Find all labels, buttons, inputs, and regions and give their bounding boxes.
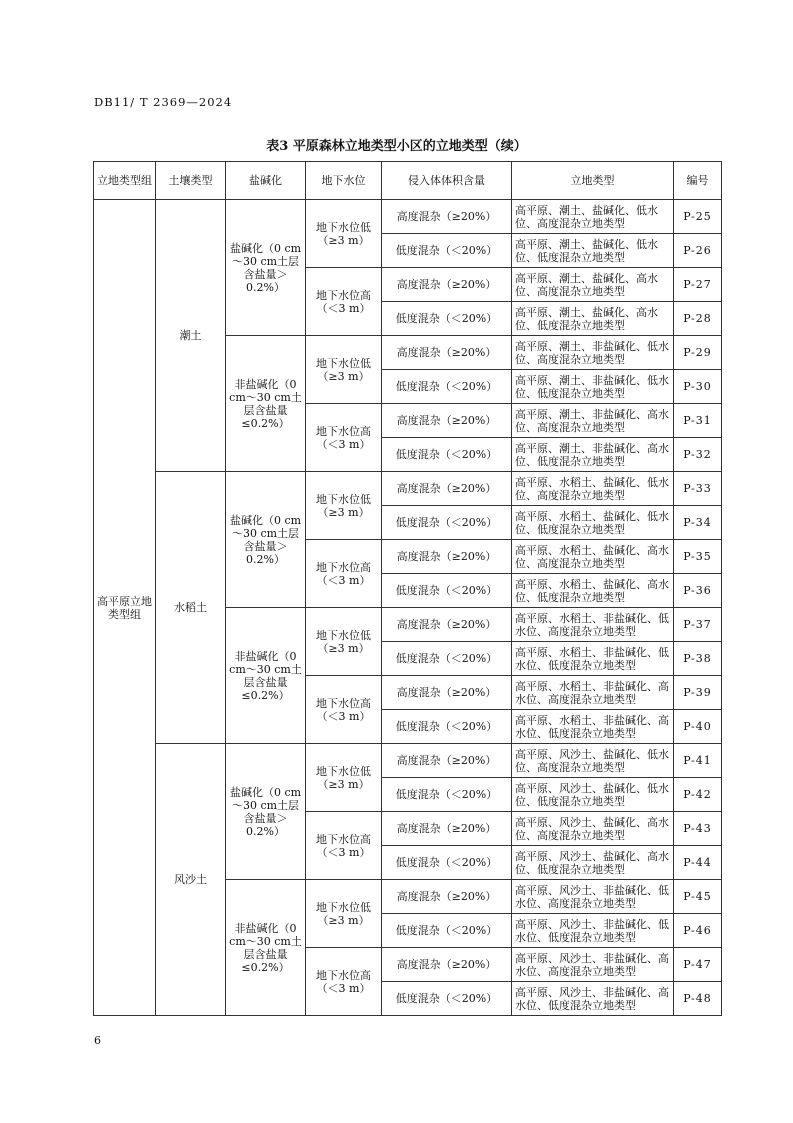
col-header-intrusion: 侵入体体积含量: [382, 162, 512, 200]
code-cell: P-37: [674, 608, 722, 642]
water-level-cell: 地下水位低（≥3 m）: [306, 744, 382, 812]
salinity-cell: 盐碱化（0 cm～30 cm土层含盐量＞0.2%）: [226, 200, 306, 336]
col-header-code: 编号: [674, 162, 722, 200]
salinity-cell: 盐碱化（0 cm～30 cm土层含盐量＞0.2%）: [226, 472, 306, 608]
salinity-cell: 非盐碱化（0 cm～30 cm土层含盐量≤0.2%）: [226, 336, 306, 472]
table-row: [94, 472, 722, 506]
col-header-soil: 土壤类型: [156, 162, 226, 200]
code-cell: P-46: [674, 914, 722, 948]
site-type-cell: 高平原、水稻土、盐碱化、高水位、低度混杂立地类型: [512, 574, 674, 608]
soil-type-cell: 风沙土: [156, 744, 226, 1016]
intrusion-cell: 高度混杂（≥20%）: [382, 404, 512, 438]
water-level-cell: 地下水位高（＜3 m）: [306, 812, 382, 880]
intrusion-cell: 高度混杂（≥20%）: [382, 540, 512, 574]
water-level-cell: 地下水位低（≥3 m）: [306, 472, 382, 540]
site-type-cell: 高平原、潮土、非盐碱化、低水位、低度混杂立地类型: [512, 370, 674, 404]
site-type-cell: 高平原、水稻土、盐碱化、低水位、高度混杂立地类型: [512, 472, 674, 506]
site-type-cell: 高平原、潮土、非盐碱化、高水位、低度混杂立地类型: [512, 438, 674, 472]
code-cell: P-30: [674, 370, 722, 404]
intrusion-cell: 高度混杂（≥20%）: [382, 200, 512, 234]
intrusion-cell: 高度混杂（≥20%）: [382, 948, 512, 982]
intrusion-cell: 低度混杂（＜20%）: [382, 438, 512, 472]
intrusion-cell: 高度混杂（≥20%）: [382, 880, 512, 914]
table-row: [94, 200, 722, 234]
code-cell: P-48: [674, 982, 722, 1016]
intrusion-cell: 低度混杂（＜20%）: [382, 642, 512, 676]
code-cell: P-40: [674, 710, 722, 744]
site-type-cell: 高平原、风沙土、非盐碱化、低水位、高度混杂立地类型: [512, 880, 674, 914]
water-level-cell: 地下水位高（＜3 m）: [306, 540, 382, 608]
site-type-cell: 高平原、水稻土、非盐碱化、高水位、低度混杂立地类型: [512, 710, 674, 744]
code-cell: P-28: [674, 302, 722, 336]
water-level-cell: 地下水位低（≥3 m）: [306, 200, 382, 268]
site-type-cell: 高平原、潮土、盐碱化、高水位、低度混杂立地类型: [512, 302, 674, 336]
code-cell: P-34: [674, 506, 722, 540]
intrusion-cell: 高度混杂（≥20%）: [382, 744, 512, 778]
col-header-salinity: 盐碱化: [226, 162, 306, 200]
intrusion-cell: 低度混杂（＜20%）: [382, 914, 512, 948]
code-cell: P-27: [674, 268, 722, 302]
intrusion-cell: 低度混杂（＜20%）: [382, 846, 512, 880]
code-cell: P-29: [674, 336, 722, 370]
water-level-cell: 地下水位低（≥3 m）: [306, 608, 382, 676]
intrusion-cell: 低度混杂（＜20%）: [382, 370, 512, 404]
soil-type-cell: 潮土: [156, 200, 226, 472]
intrusion-cell: 高度混杂（≥20%）: [382, 268, 512, 302]
page-number: 6: [94, 1034, 101, 1047]
table-title: 表3 平原森林立地类型小区的立地类型（续）: [266, 139, 527, 154]
site-type-cell: 高平原、潮土、非盐碱化、高水位、高度混杂立地类型: [512, 404, 674, 438]
site-type-cell: 高平原、风沙土、非盐碱化、高水位、低度混杂立地类型: [512, 982, 674, 1016]
code-cell: P-33: [674, 472, 722, 506]
site-type-cell: 高平原、水稻土、盐碱化、高水位、高度混杂立地类型: [512, 540, 674, 574]
site-type-cell: 高平原、水稻土、非盐碱化、低水位、高度混杂立地类型: [512, 608, 674, 642]
code-cell: P-31: [674, 404, 722, 438]
group-cell: 高平原立地类型组: [94, 200, 156, 1016]
code-cell: P-32: [674, 438, 722, 472]
site-type-cell: 高平原、风沙土、非盐碱化、高水位、高度混杂立地类型: [512, 948, 674, 982]
site-type-cell: 高平原、水稻土、盐碱化、低水位、低度混杂立地类型: [512, 506, 674, 540]
code-cell: P-47: [674, 948, 722, 982]
col-header-group: 立地类型组: [94, 162, 156, 200]
code-cell: P-42: [674, 778, 722, 812]
water-level-cell: 地下水位低（≥3 m）: [306, 880, 382, 948]
intrusion-cell: 高度混杂（≥20%）: [382, 676, 512, 710]
intrusion-cell: 低度混杂（＜20%）: [382, 574, 512, 608]
intrusion-cell: 高度混杂（≥20%）: [382, 336, 512, 370]
water-level-cell: 地下水位低（≥3 m）: [306, 336, 382, 404]
code-cell: P-41: [674, 744, 722, 778]
document-code: DB11/ T 2369—2024: [94, 95, 233, 109]
site-type-cell: 高平原、水稻土、非盐碱化、低水位、低度混杂立地类型: [512, 642, 674, 676]
water-level-cell: 地下水位高（＜3 m）: [306, 948, 382, 1016]
water-level-cell: 地下水位高（＜3 m）: [306, 404, 382, 472]
water-level-cell: 地下水位高（＜3 m）: [306, 268, 382, 336]
intrusion-cell: 高度混杂（≥20%）: [382, 812, 512, 846]
site-type-cell: 高平原、风沙土、盐碱化、低水位、高度混杂立地类型: [512, 744, 674, 778]
intrusion-cell: 低度混杂（＜20%）: [382, 234, 512, 268]
intrusion-cell: 低度混杂（＜20%）: [382, 302, 512, 336]
code-cell: P-43: [674, 812, 722, 846]
site-type-cell: 高平原、风沙土、盐碱化、低水位、低度混杂立地类型: [512, 778, 674, 812]
intrusion-cell: 低度混杂（＜20%）: [382, 506, 512, 540]
table-row: [94, 744, 722, 778]
intrusion-cell: 低度混杂（＜20%）: [382, 710, 512, 744]
col-header-water: 地下水位: [306, 162, 382, 200]
table-header-row: [94, 162, 722, 200]
site-type-cell: 高平原、风沙土、盐碱化、高水位、高度混杂立地类型: [512, 812, 674, 846]
intrusion-cell: 低度混杂（＜20%）: [382, 778, 512, 812]
site-type-cell: 高平原、潮土、盐碱化、低水位、高度混杂立地类型: [512, 200, 674, 234]
site-type-cell: 高平原、水稻土、非盐碱化、高水位、高度混杂立地类型: [512, 676, 674, 710]
intrusion-cell: 高度混杂（≥20%）: [382, 608, 512, 642]
code-cell: P-38: [674, 642, 722, 676]
site-type-cell: 高平原、潮土、盐碱化、低水位、低度混杂立地类型: [512, 234, 674, 268]
code-cell: P-36: [674, 574, 722, 608]
site-type-cell: 高平原、潮土、非盐碱化、低水位、高度混杂立地类型: [512, 336, 674, 370]
salinity-cell: 非盐碱化（0 cm～30 cm土层含盐量≤0.2%）: [226, 880, 306, 1016]
intrusion-cell: 低度混杂（＜20%）: [382, 982, 512, 1016]
soil-type-cell: 水稻土: [156, 472, 226, 744]
code-cell: P-44: [674, 846, 722, 880]
site-type-cell: 高平原、风沙土、非盐碱化、低水位、低度混杂立地类型: [512, 914, 674, 948]
code-cell: P-26: [674, 234, 722, 268]
salinity-cell: 盐碱化（0 cm～30 cm土层含盐量＞0.2%）: [226, 744, 306, 880]
site-type-cell: 高平原、风沙土、盐碱化、高水位、低度混杂立地类型: [512, 846, 674, 880]
water-level-cell: 地下水位高（＜3 m）: [306, 676, 382, 744]
code-cell: P-25: [674, 200, 722, 234]
salinity-cell: 非盐碱化（0 cm～30 cm土层含盐量≤0.2%）: [226, 608, 306, 744]
col-header-site-type: 立地类型: [512, 162, 674, 200]
site-type-table: [93, 161, 722, 1016]
intrusion-cell: 高度混杂（≥20%）: [382, 472, 512, 506]
code-cell: P-39: [674, 676, 722, 710]
code-cell: P-35: [674, 540, 722, 574]
site-type-cell: 高平原、潮土、盐碱化、高水位、高度混杂立地类型: [512, 268, 674, 302]
code-cell: P-45: [674, 880, 722, 914]
